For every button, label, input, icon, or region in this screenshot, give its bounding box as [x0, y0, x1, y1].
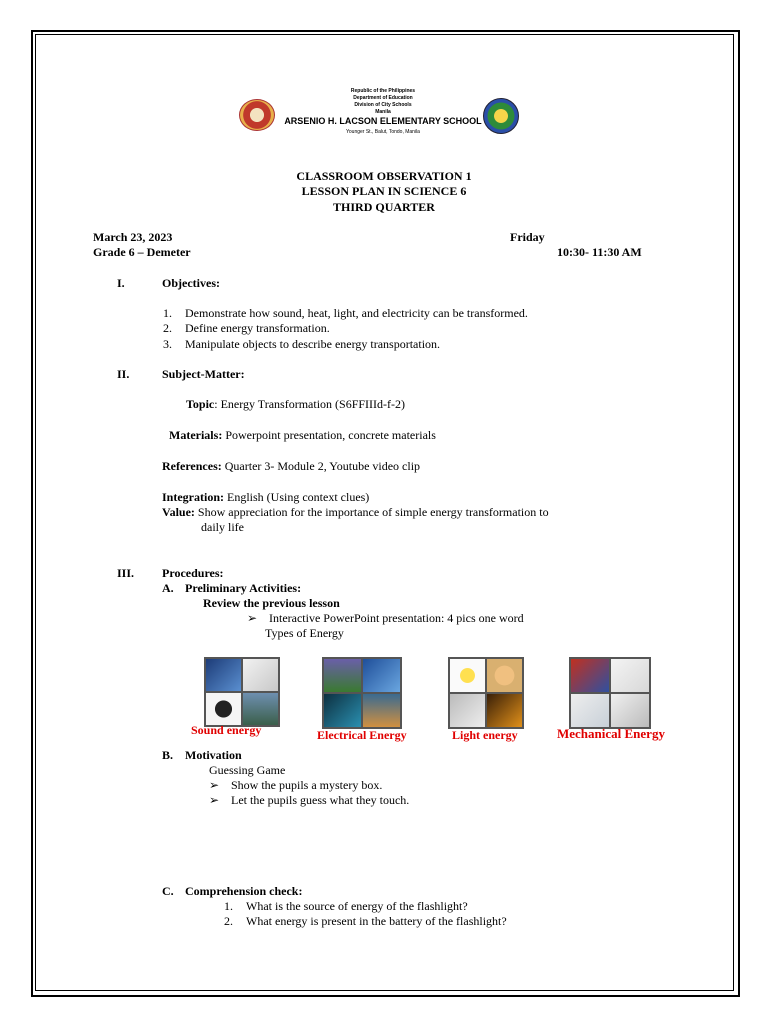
section-numeral-2: II. — [117, 367, 130, 381]
references-value: Quarter 3- Module 2, Youtube video clip — [221, 459, 421, 473]
integration-value: English (Using context clues) — [224, 490, 370, 504]
preliminary-heading: Preliminary Activities: — [185, 581, 302, 595]
caption-electrical-energy: Electrical Energy — [317, 728, 407, 742]
types-of-energy: Types of Energy — [265, 626, 344, 640]
title-line-1: CLASSROOM OBSERVATION 1 — [296, 169, 472, 183]
objective-item-3: Manipulate objects to describe energy transportation. — [185, 337, 441, 351]
integration-line — [162, 490, 369, 505]
question-number-2: 2. — [224, 914, 233, 928]
header-division: Division of City Schools — [354, 102, 412, 108]
question-1: What is the source of energy of the flashlight? — [246, 899, 468, 913]
objective-number-1: 1. — [163, 306, 172, 320]
topic-value: : Energy Transformation (S6FFIIId-f-2) — [214, 397, 406, 411]
grade-section: Grade 6 – Demeter — [93, 245, 191, 259]
subsection-letter-a: A. — [162, 581, 174, 595]
subsection-letter-b: B. — [162, 748, 174, 762]
objective-item-1: Demonstrate how sound, heat, light, and electricity can be transformed. — [185, 306, 528, 320]
caption-mechanical-energy: Mechanical Energy — [557, 726, 665, 741]
arrow-bullet-icon: ➢ — [209, 778, 220, 792]
objective-item-2: Define energy transformation. — [185, 321, 330, 335]
header-city: Manila — [375, 109, 391, 115]
comprehension-heading: Comprehension check: — [185, 884, 303, 898]
subject-matter-heading: Subject-Matter: — [162, 367, 245, 381]
school-address: Younger St., Balut, Tondo, Manila — [346, 129, 420, 135]
references-label: References: — [162, 459, 222, 473]
title-line-3: THIRD QUARTER — [333, 200, 435, 214]
question-number-1: 1. — [224, 899, 233, 913]
value-line-2: daily life — [201, 520, 244, 534]
value-text: Show appreciation for the importance of simple energy transformation to — [194, 505, 549, 519]
caption-light-energy: Light energy — [452, 728, 518, 742]
objectives-heading: Objectives: — [162, 276, 220, 290]
header-deped: Department of Education — [353, 95, 413, 101]
guessing-game: Guessing Game — [209, 763, 286, 777]
lesson-date: March 23, 2023 — [93, 230, 173, 244]
electrical-energy-pics — [322, 657, 402, 729]
lesson-time: 10:30- 11:30 AM — [557, 245, 642, 259]
materials-label: Materials: — [169, 428, 223, 442]
references-line — [162, 459, 420, 474]
topic-line — [186, 397, 405, 412]
section-numeral-1: I. — [117, 276, 125, 290]
value-line — [162, 505, 549, 520]
subsection-letter-c: C. — [162, 884, 174, 898]
header-republic: Republic of the Philippines — [350, 88, 416, 94]
arrow-bullet-icon: ➢ — [209, 793, 220, 807]
title-line-2: LESSON PLAN IN SCIENCE 6 — [301, 184, 467, 198]
section-numeral-3: III. — [117, 566, 135, 580]
procedures-heading: Procedures: — [162, 566, 224, 580]
deped-seal-logo — [239, 99, 275, 131]
arrow-bullet-icon: ➢ — [247, 611, 258, 625]
lesson-day: Friday — [510, 230, 545, 244]
objective-number-3: 3. — [163, 337, 172, 351]
ppt-bullet: Interactive PowerPoint presentation: 4 pics one word — [269, 611, 524, 625]
objective-number-2: 2. — [163, 321, 172, 335]
question-2: What energy is present in the battery of the flashlight? — [246, 914, 507, 928]
sound-energy-pics — [204, 657, 280, 727]
light-energy-pics — [448, 657, 524, 729]
school-name: ARSENIO H. LACSON ELEMENTARY SCHOOL — [284, 116, 482, 126]
review-heading: Review the previous lesson — [203, 596, 340, 610]
materials-value: Powerpoint presentation, concrete materials — [222, 428, 436, 442]
integration-label: Integration: — [162, 490, 224, 504]
materials-line — [169, 428, 436, 443]
motivation-bullet-2: Let the pupils guess what they touch. — [231, 793, 410, 807]
caption-sound-energy: Sound energy — [191, 723, 262, 737]
value-label: Value: — [162, 505, 195, 519]
motivation-heading: Motivation — [185, 748, 242, 762]
topic-label: Topic — [186, 397, 215, 411]
mechanical-energy-pics — [569, 657, 651, 729]
motivation-bullet-1: Show the pupils a mystery box. — [231, 778, 383, 792]
